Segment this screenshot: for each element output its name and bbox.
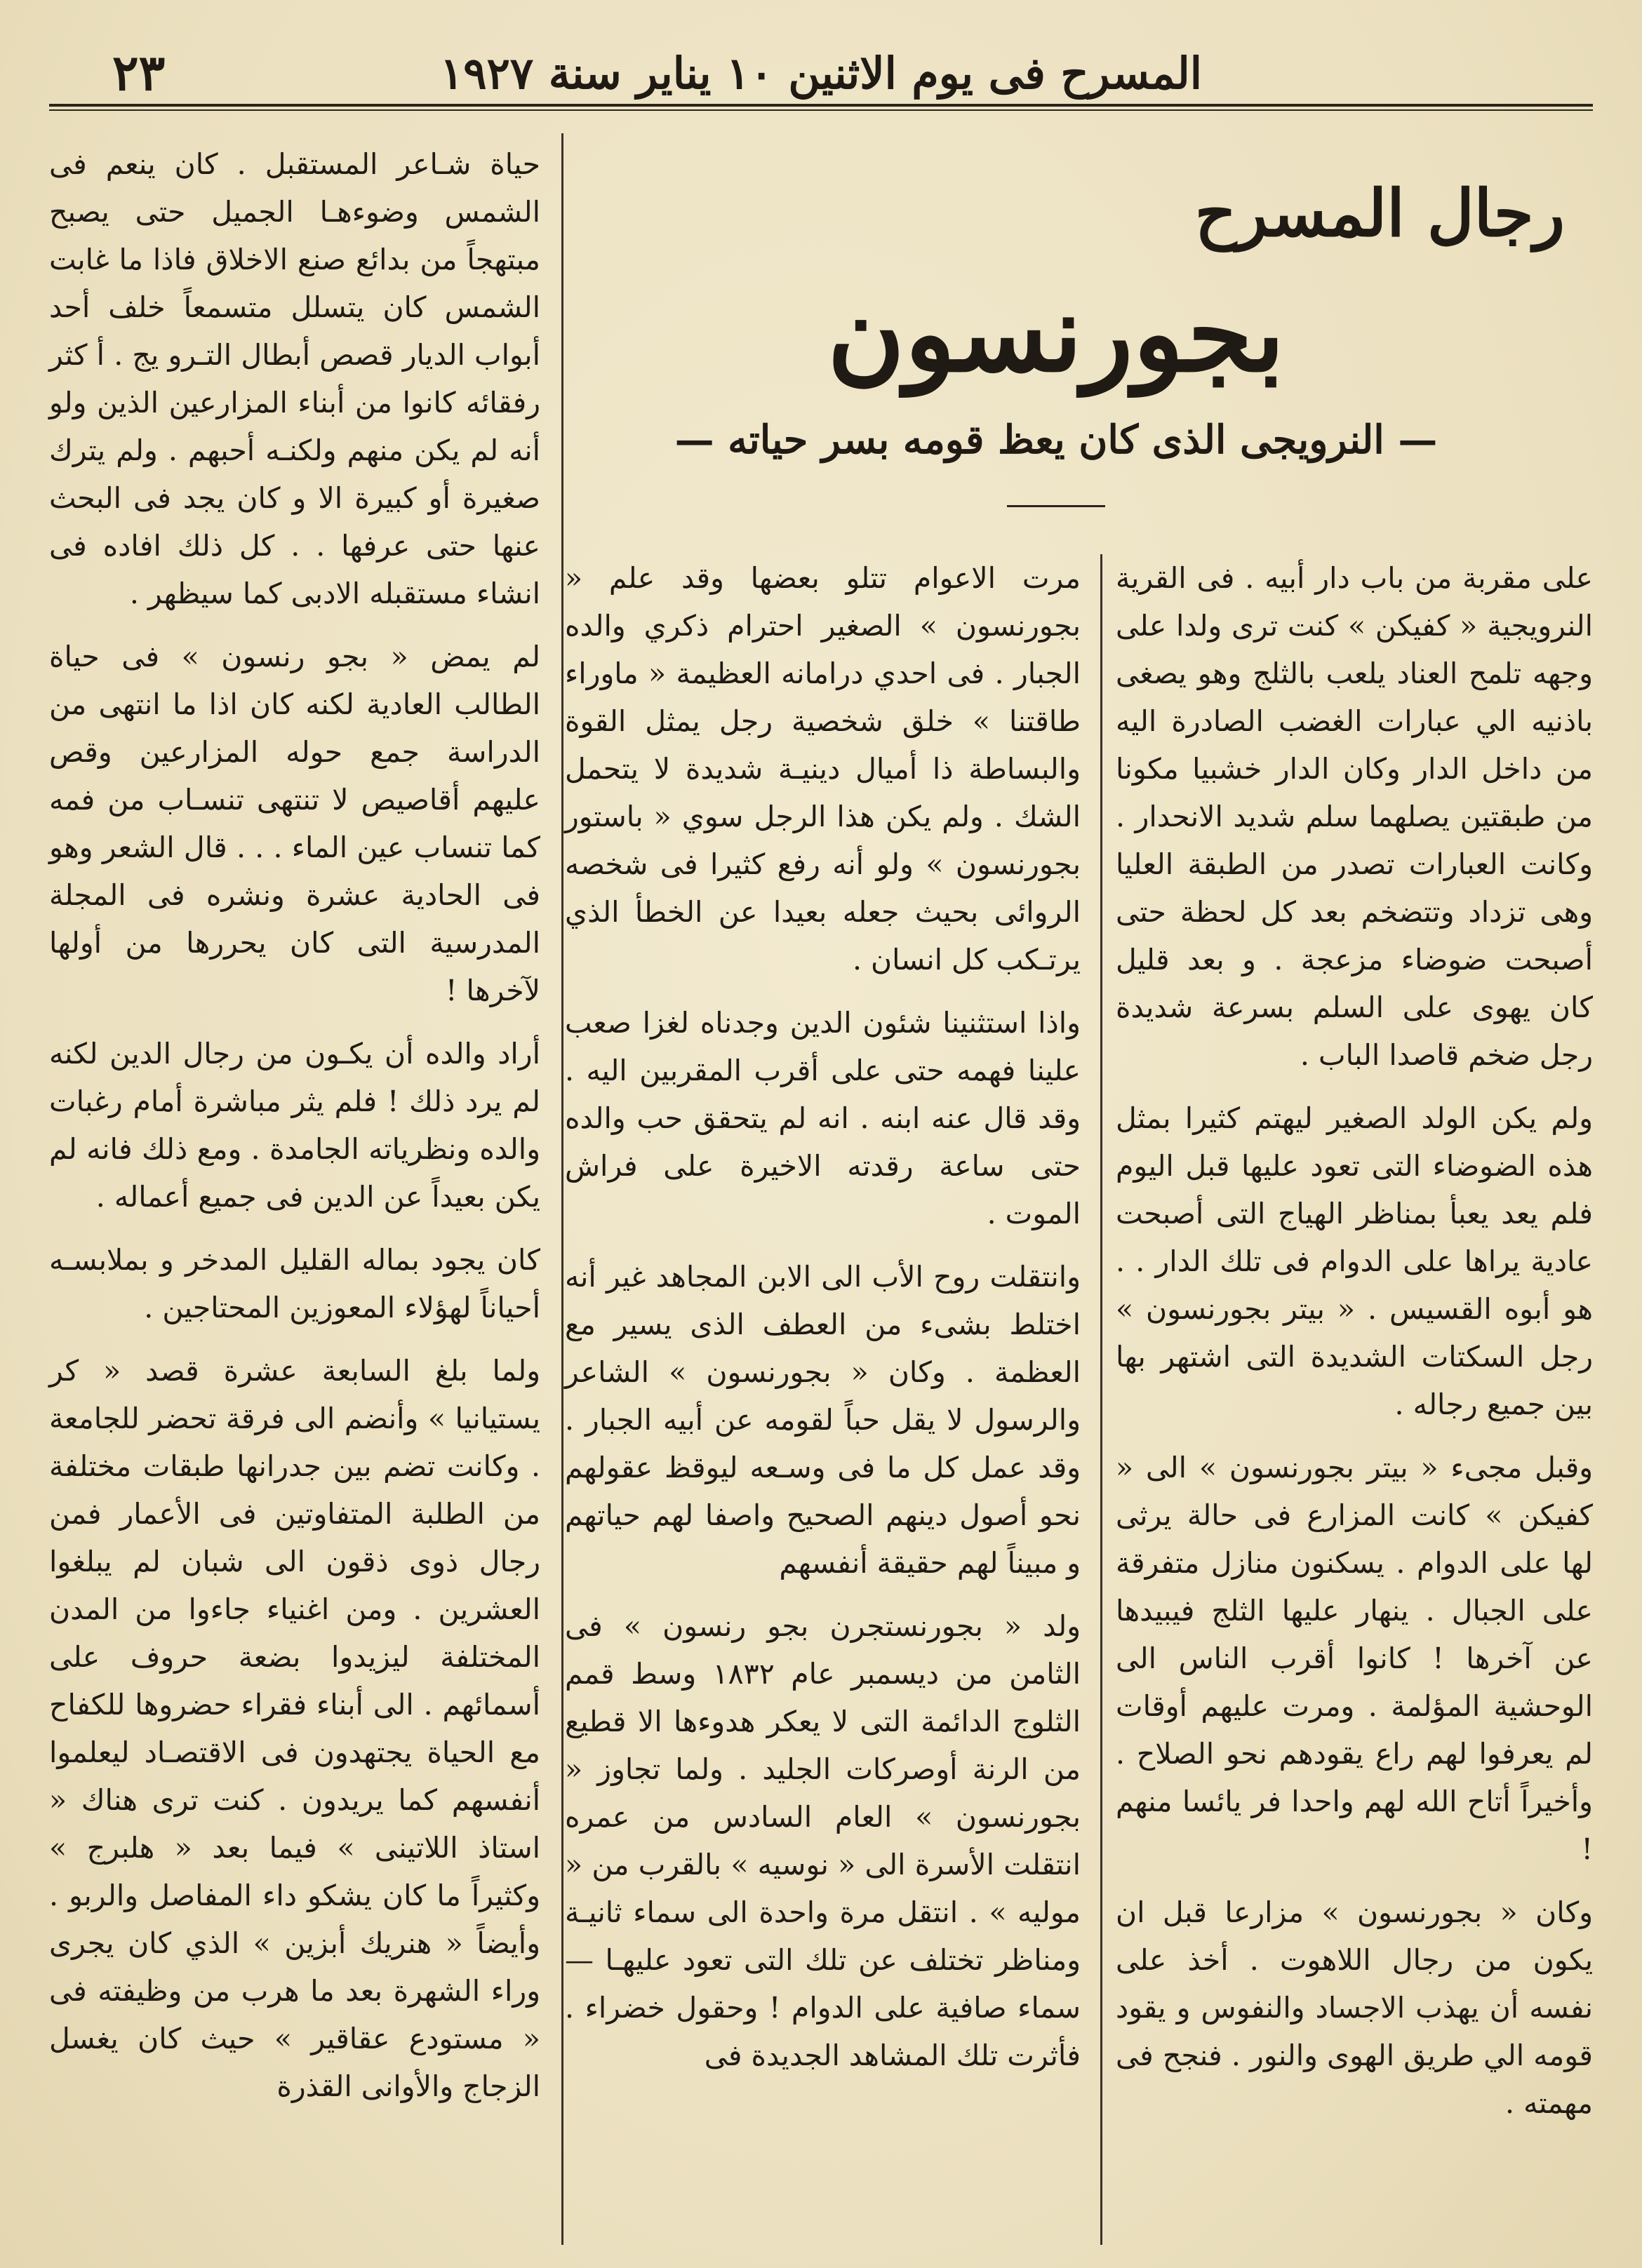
column-middle xyxy=(565,554,1081,2095)
article-title: بجورنسون xyxy=(827,272,1285,396)
paragraph: لم يمض « بجو رنسون » فى حياة الطالب العادية لكنه كان اذا ما انتهى من الدراسة جمع حوله المزارعين وقص عليهم أقاصيص لا تنتهى تنسـاب من فمه كما تنساب عين الماء . . . قال الشعر وهو فى الحادية عشرة ونشره فى المجلة المدرسية التى كان يحررها من أولها لآخرها ! xyxy=(49,640,540,1007)
paragraph: ولما بلغ السابعة عشرة قصد « كر يستيانيا » وأنضم الى فرقة تحضر للجامعة . وكانت تضم بين جدرانها طبقات مختلفة من الطلبة المتفاوتين فى الأعمار فمن رجال ذوى ذقون الى شبان لم يبلغوا العشرين . ومن اغنياء جاءوا من المدن المختلفة ليزيدوا بضعة حروف على أسمائهم . الى أبناء فقراء حضروها للكفاح مع الحياة يجتهدون فى الاقتصـاد ليعلموا أنفسهم كما يريدون . كنت ترى هناك « استاذ اللاتينى » فيما بعد « هلبرج » وكثيراً ما كان يشكو داء المفاصل والربو . وأيضاً « هنريك أبزين » الذي كان يجرى وراء الشهرة بعد ما هرب من وظيفته فى « مستودع عقاقير » حيث كان يغسل الزجاج والأوانى القذرة xyxy=(49,1354,540,2103)
page-header xyxy=(49,28,1593,105)
header-rule xyxy=(49,104,1593,111)
running-head: المسرح فى يوم الاثنين ١٠ يناير سنة ١٩٢٧ xyxy=(439,48,1203,99)
paragraph: حياة شـاعر المستقبل . كان ينعم فى الشمس وضوءهـا الجميل حتى يصبح مبتهجاً من بدائع صنع الاخلاق فاذا ما غابت الشمس كان يتسلل متسمعاً خلف أحد أبواب الديار قصص أبطال التـرو يج . أ كثر رفقائه كانوا من أبناء المزارعين الذين ولو أنه لم يكن منهم ولكنـه أحبهم . ولم يترك صغيرة أو كبيرة الا و كان يجد فى البحث عنها حتى عرفها . . كل ذلك افاده فى انشاء مستقبله الادبى كما سيظهر . xyxy=(49,147,540,610)
paragraph: أراد والده أن يكـون من رجال الدين لكنه لم يرد ذلك ! فلم يثر مباشرة أمام رغبات والده ونظرياته الجامدة . ومع ذلك فانه لم يكن بعيداً عن الدين فى جميع أعماله . xyxy=(49,1037,540,1214)
paragraph: ولد « بجورنستجرن بجو رنسون » فى الثامن من ديسمبر عام ١٨٣٢ وسط قمم الثلوج الدائمة التى لا يعكر هدوءها الا قطيع من الرنة أوصركات الجليد . ولما تجاوز « بجورنسون » العام السادس من عمره انتقلت الأسرة الى « نوسيه » بالقرب من « موليه » . انتقل مرة واحدة الى سماء ثانيـة ومناظر تختلف عن تلك التى تعود عليهـا — سماء صافية على الدوام ! وحقول خضراء . فأثرت تلك المشاهد الجديدة فى xyxy=(565,1609,1081,2072)
title-rule xyxy=(1007,505,1105,507)
paragraph: واذا استثنينا شئون الدين وجدناه لغزا صعب علينا فهمه حتى على أقرب المقربين اليه . وقد قال عنه ابنه . انه لم يتحقق حب والده حتى ساعة رقدته الاخيرة على فراش الموت . xyxy=(565,1006,1081,1230)
paragraph: وقبل مجىء « بيتر بجورنسون » الى « كفيكن » كانت المزارع فى حالة يرثى لها على الدوام . يسكنون منازل متفرقة على الجبال . ينهار عليها الثلج فيبيدها عن آخرها ! كانوا أقرب الناس الى الوحشية المؤلمة . ومرت عليهم أوقات لم يعرفوا لهم راع يقودهم نحو الصلاح . وأخيراً أتاح الله لهم واحدا فر يائسا منهم ! xyxy=(1116,1451,1593,1866)
paragraph: وكان « بجورنسون » مزارعا قبل ان يكون من رجال اللاهوت . أخذ على نفسه أن يهذب الاجساد والنفوس و يقود قومه الي طريق الهوى والنور . فنجح فى مهمته . xyxy=(1116,1895,1593,2120)
paragraph: مرت الاعوام تتلو بعضها وقد علم « بجورنسون » الصغير احترام ذكري والده الجبار . فى احدي درامانه العظيمة « ماوراء طاقتنا » خلق شخصية رجل يمثل القوة والبساطة ذا أميال دينيـة شديدة لا يتحمل الشك . ولم يكن هذا الرجل سوي « باستور بجورنسون » ولو أنه رفع كثيرا فى شخصه الروائى بحيث جعله بعيدا عن الخطأ الذي يرتـكب كل انسان . xyxy=(565,561,1081,977)
column-left xyxy=(49,140,540,2126)
section-title: رجال المسرح xyxy=(1194,175,1565,251)
paragraph: على مقربة من باب دار أبيه . فى القرية النرويجية « كفيكن » كنت ترى ولدا على وجهه تلمح العناد يلعب بالثلج وهو يصغى باذنيه الي عبارات الغضب الصادرة اليه من داخل الدار وكان الدار خشبيا مكونا من طبقتين يصلهما سلم شديد الانحدار . وكانت العبارات تصدر من الطبقة العليا وهى تزداد وتتضخم بعد كل لحظة حتى أصبحت ضوضاء مزعجة . و بعد قليل كان يهوى على السلم بسرعة شديدة رجل ضخم قاصدا الباب . xyxy=(1116,561,1593,1072)
column-right xyxy=(1116,554,1593,2142)
article-title-block xyxy=(547,175,1565,507)
paragraph: ولم يكن الولد الصغير ليهتم كثيرا بمثل هذه الضوضاء التى تعود عليها قبل اليوم فلم يعد يعبأ بمناظر الهياج التى أصبحت عادية يراها على الدوام فى تلك الدار . . هو أبوه القسيس . « بيتر بجورنسون » رجل السكتات الشديدة التى اشتهر بها بين جميع رجاله . xyxy=(1116,1101,1593,1421)
paragraph: وانتقلت روح الأب الى الابن المجاهد غير أنه اختلط بشىء من العطف الذى يسير مع العظمة . وكان « بجورنسون » الشاعر والرسول لا يقل حباً لقومه عن أبيه الجبار . وقد عمل كل ما فى وسـعه ليوقظ عقولهم نحو أصول دينهم الصحيح واصفا لهم حياتهم و مبيناً لهم حقيقة أنفسهم xyxy=(565,1260,1081,1580)
paragraph: كان يجود بماله القليل المدخر و بملابسـه أحياناً لهؤلاء المعوزين المحتاجين . xyxy=(49,1243,540,1324)
article-subtitle: — النرويجى الذى كان يعظ قومه بسر حياته — xyxy=(674,417,1438,463)
column-divider-right xyxy=(1100,554,1102,2245)
page-number: ٢٣ xyxy=(112,43,166,102)
